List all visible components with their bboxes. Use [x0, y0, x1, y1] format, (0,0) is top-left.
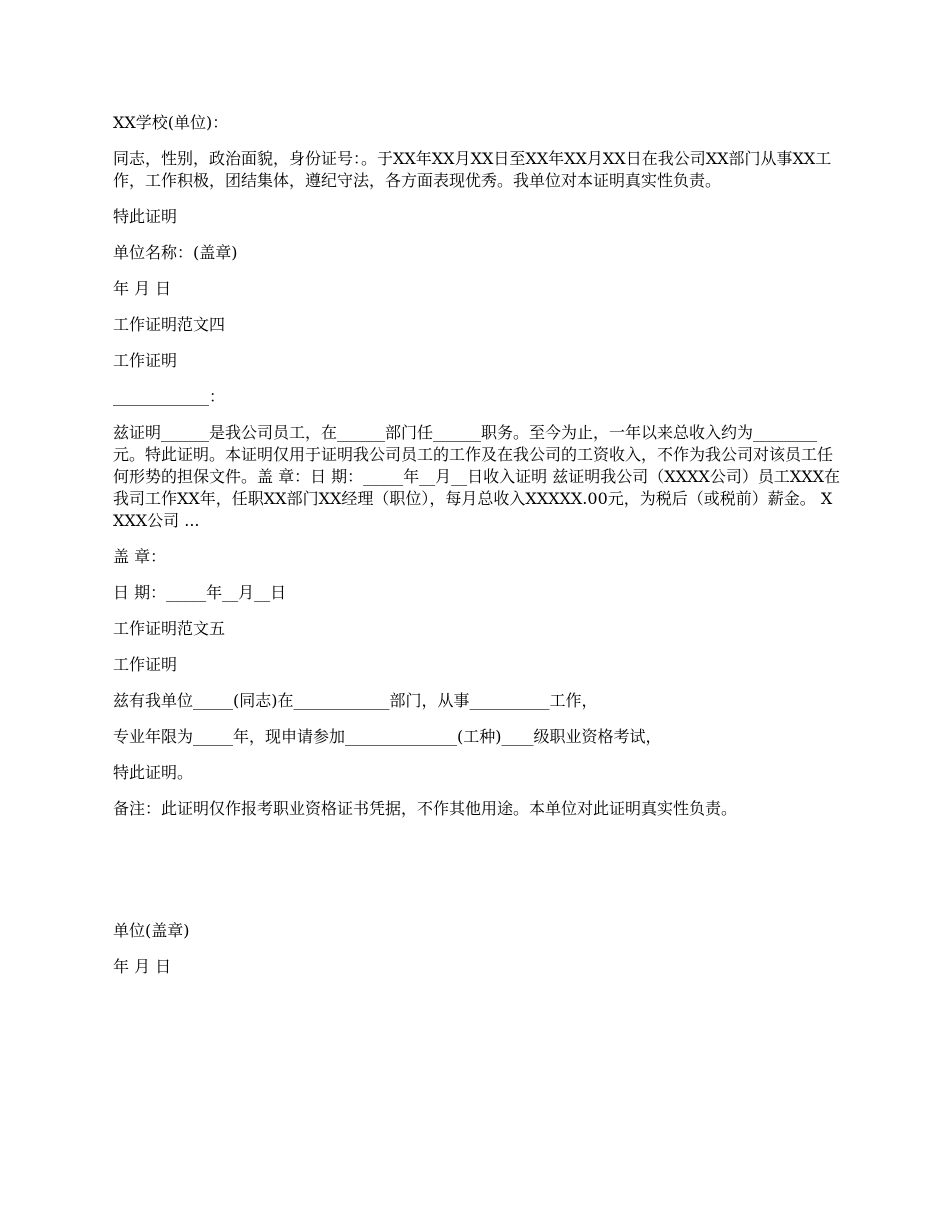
- closing-line: 特此证明。: [113, 763, 194, 782]
- unit-seal-line: 单位(盖章): [113, 921, 190, 940]
- document-body: [113, 112, 843, 992]
- addressee-line: XX学校(单位)：: [113, 113, 229, 132]
- date-line: 年 月 日: [113, 279, 172, 298]
- section-heading-sample-five: 工作证明范文五: [113, 619, 226, 638]
- exam-application-line: 专业年限为_____年，现申请参加______________(工种)____级职业资格考试，: [113, 727, 662, 746]
- addressee-blank-line: ____________：: [113, 387, 226, 406]
- certificate-title: 工作证明: [113, 351, 178, 370]
- seal-line: 盖 章：: [113, 547, 167, 566]
- income-certificate-paragraph: 兹证明______是我公司员工，在______部门任______职务。至今为止，一年以来总收入约为________元。特此证明。本证明仅用于证明我公司员工的工作及在我公司的工资收入，不作为我公司对该员工任何形势的担保文件。盖 章：日 期：_____年__月__日收入证明 兹证明我公司（XXXX公司）员工XXX在我司工作XX年，任职XX部门XX经理（职位），每月总收入XXXXX.00元，为税后（或税前）薪金。 XXXX公司 ...: [113, 423, 840, 530]
- certificate-body-paragraph: 同志，性别，政治面貌，身份证号：。于XX年XX月XX日至XX年XX月XX日在我公司XX部门从事XX工作，工作积极，团结集体，遵纪守法，各方面表现优秀。我单位对本证明真实性负责。: [113, 149, 832, 190]
- date-line: 年 月 日: [113, 957, 172, 976]
- section-heading-sample-four: 工作证明范文四: [113, 315, 226, 334]
- remark-line: 备注：此证明仅作报考职业资格证书凭据，不作其他用途。本单位对此证明真实性负责。: [113, 799, 738, 818]
- unit-name-line: 单位名称：(盖章): [113, 243, 238, 262]
- certificate-title: 工作证明: [113, 655, 178, 674]
- employee-department-line: 兹有我单位_____(同志)在____________部门，从事__________工作，: [113, 691, 598, 710]
- blank-space: [113, 834, 843, 920]
- date-blank-line: 日 期：_____年__月__日: [113, 583, 287, 602]
- closing-line: 特此证明: [113, 207, 178, 226]
